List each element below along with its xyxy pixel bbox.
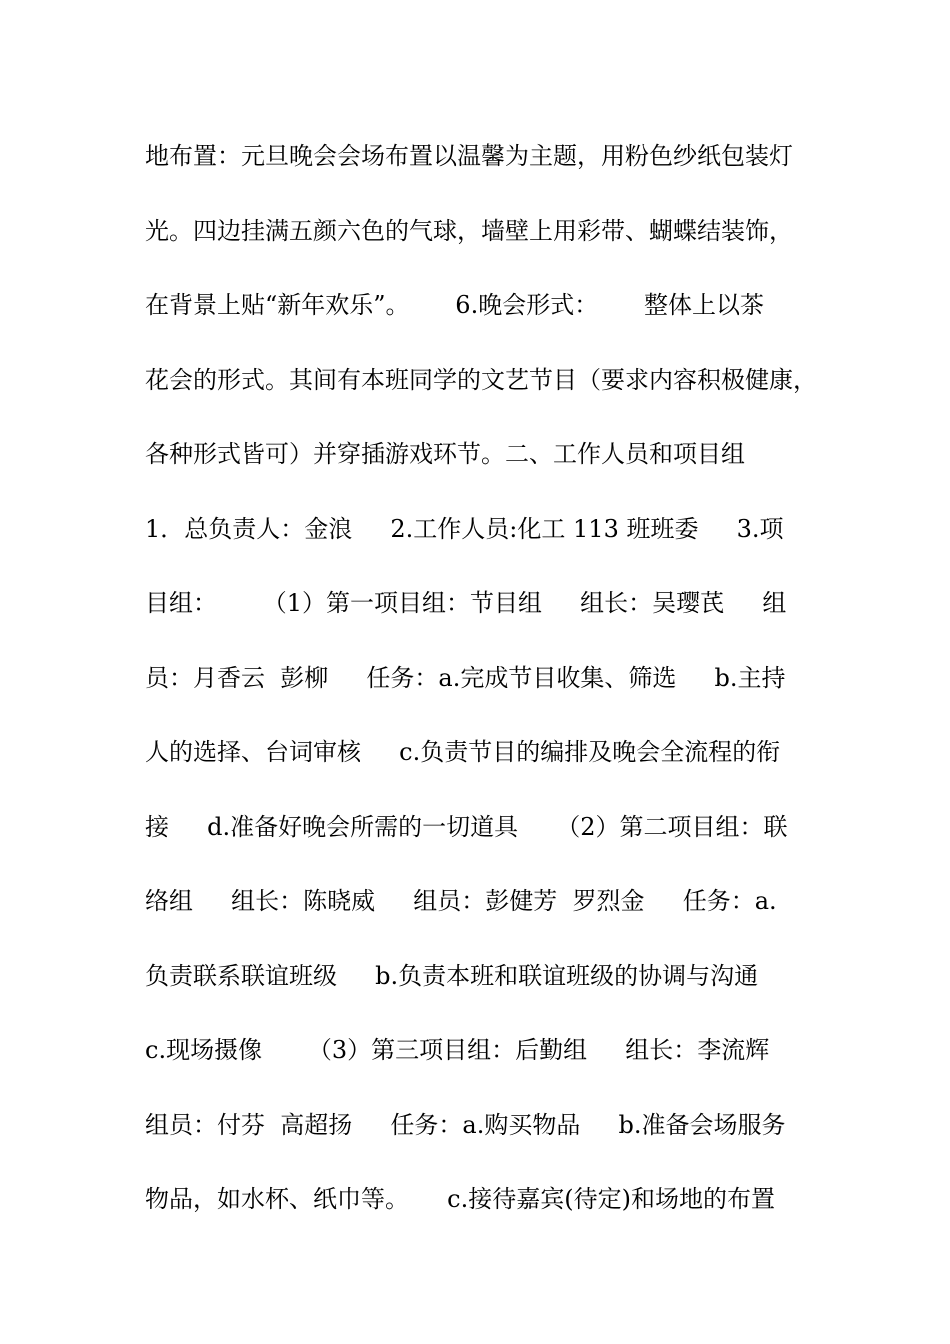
text-line: 员：月香云 彭柳 任务：a.完成节目收集、筛选 b.主持 bbox=[145, 663, 786, 692]
text-line: 花会的形式。其间有本班同学的文艺节目（要求内容积极健康， bbox=[145, 365, 817, 394]
text-line: 负责联系联谊班级 b.负责本班和联谊班级的协调与沟通 bbox=[145, 961, 759, 990]
text-line: 目组： （1）第一项目组：节目组 组长：吴璎芪 组 bbox=[145, 589, 787, 617]
text-line: 1．总负责人：金浪 2.工作人员:化工 113 班班委 3.项 bbox=[145, 514, 784, 543]
body-text bbox=[145, 128, 845, 1246]
text-line: 在背景上贴“新年欢乐”。 6.晚会形式： 整体上以茶 bbox=[145, 291, 764, 319]
text-line: 地布置：元旦晚会会场布置以温馨为主题，用粉色纱纸包装灯 bbox=[145, 142, 793, 170]
text-line: 接 d.准备好晚会所需的一切道具 （2）第二项目组：联 bbox=[145, 812, 788, 841]
text-line: 络组 组长：陈晓威 组员：彭健芳 罗烈金 任务：a. bbox=[145, 887, 777, 915]
text-line: 物品，如水杯、纸巾等。 c.接待嘉宾(待定)和场地的布置 bbox=[145, 1185, 775, 1213]
text-line: 人的选择、台词审核 c.负责节目的编排及晚会全流程的衔 bbox=[145, 738, 781, 766]
text-line: 组员：付芬 高超扬 任务：a.购买物品 b.准备会场服务 bbox=[145, 1110, 786, 1139]
text-line: c.现场摄像 （3）第三项目组：后勤组 组长：李流辉 bbox=[145, 1036, 770, 1064]
text-line: 光。四边挂满五颜六色的气球，墙壁上用彩带、蝴蝶结装饰， bbox=[145, 216, 793, 245]
text-line: 各种形式皆可）并穿插游戏环节。二、工作人员和项目组 bbox=[145, 440, 745, 468]
